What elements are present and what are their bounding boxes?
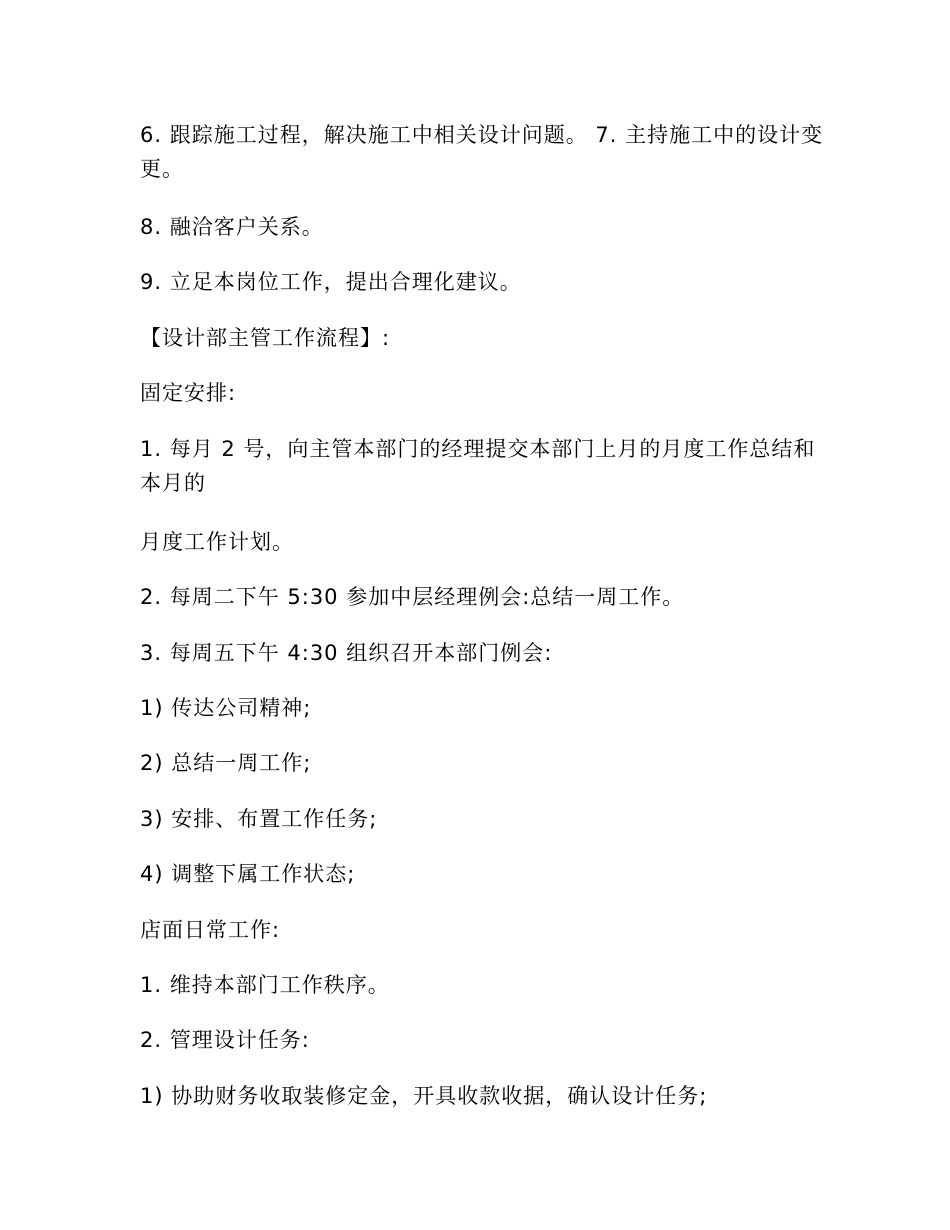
subheading-fixed-schedule: 固定安排: <box>140 381 237 405</box>
list-item-deposit: 1) 协助财务收取装修定金，开具收款收据，确认设计任务; <box>140 1084 708 1108</box>
paragraph-manage-tasks: 2. 管理设计任务: <box>140 1028 310 1052</box>
paragraph-monthly-plan: 月度工作计划。 <box>140 530 294 554</box>
subheading-daily-work: 店面日常工作: <box>140 918 281 942</box>
paragraph-item-9: 9. 立足本岗位工作，提出合理化建议。 <box>140 270 522 294</box>
paragraph-maintain-order: 1. 维持本部门工作秩序。 <box>140 973 390 997</box>
section-heading: 【设计部主管工作流程】: <box>140 326 391 350</box>
paragraph-monthly-report: 1. 每月 2 号，向主管本部门的经理提交本部门上月的月度工作总结和本月的 <box>140 437 816 495</box>
list-item-convey: 1) 传达公司精神; <box>140 696 312 720</box>
list-item-summary: 2) 总结一周工作; <box>140 751 312 775</box>
list-item-arrange: 3) 安排、布置工作任务; <box>140 807 378 831</box>
paragraph-friday-meeting: 3. 每周五下午 4:30 组织召开本部门例会: <box>140 641 553 665</box>
paragraph-item-8: 8. 融洽客户关系。 <box>140 215 324 239</box>
list-item-adjust: 4) 调整下属工作状态; <box>140 862 356 886</box>
paragraph-item-6-7: 6. 跟踪施工过程，解决施工中相关设计问题。 7. 主持施工中的设计变更。 <box>140 123 824 181</box>
paragraph-tuesday-meeting: 2. 每周二下午 5:30 参加中层经理例会:总结一周工作。 <box>140 585 685 609</box>
